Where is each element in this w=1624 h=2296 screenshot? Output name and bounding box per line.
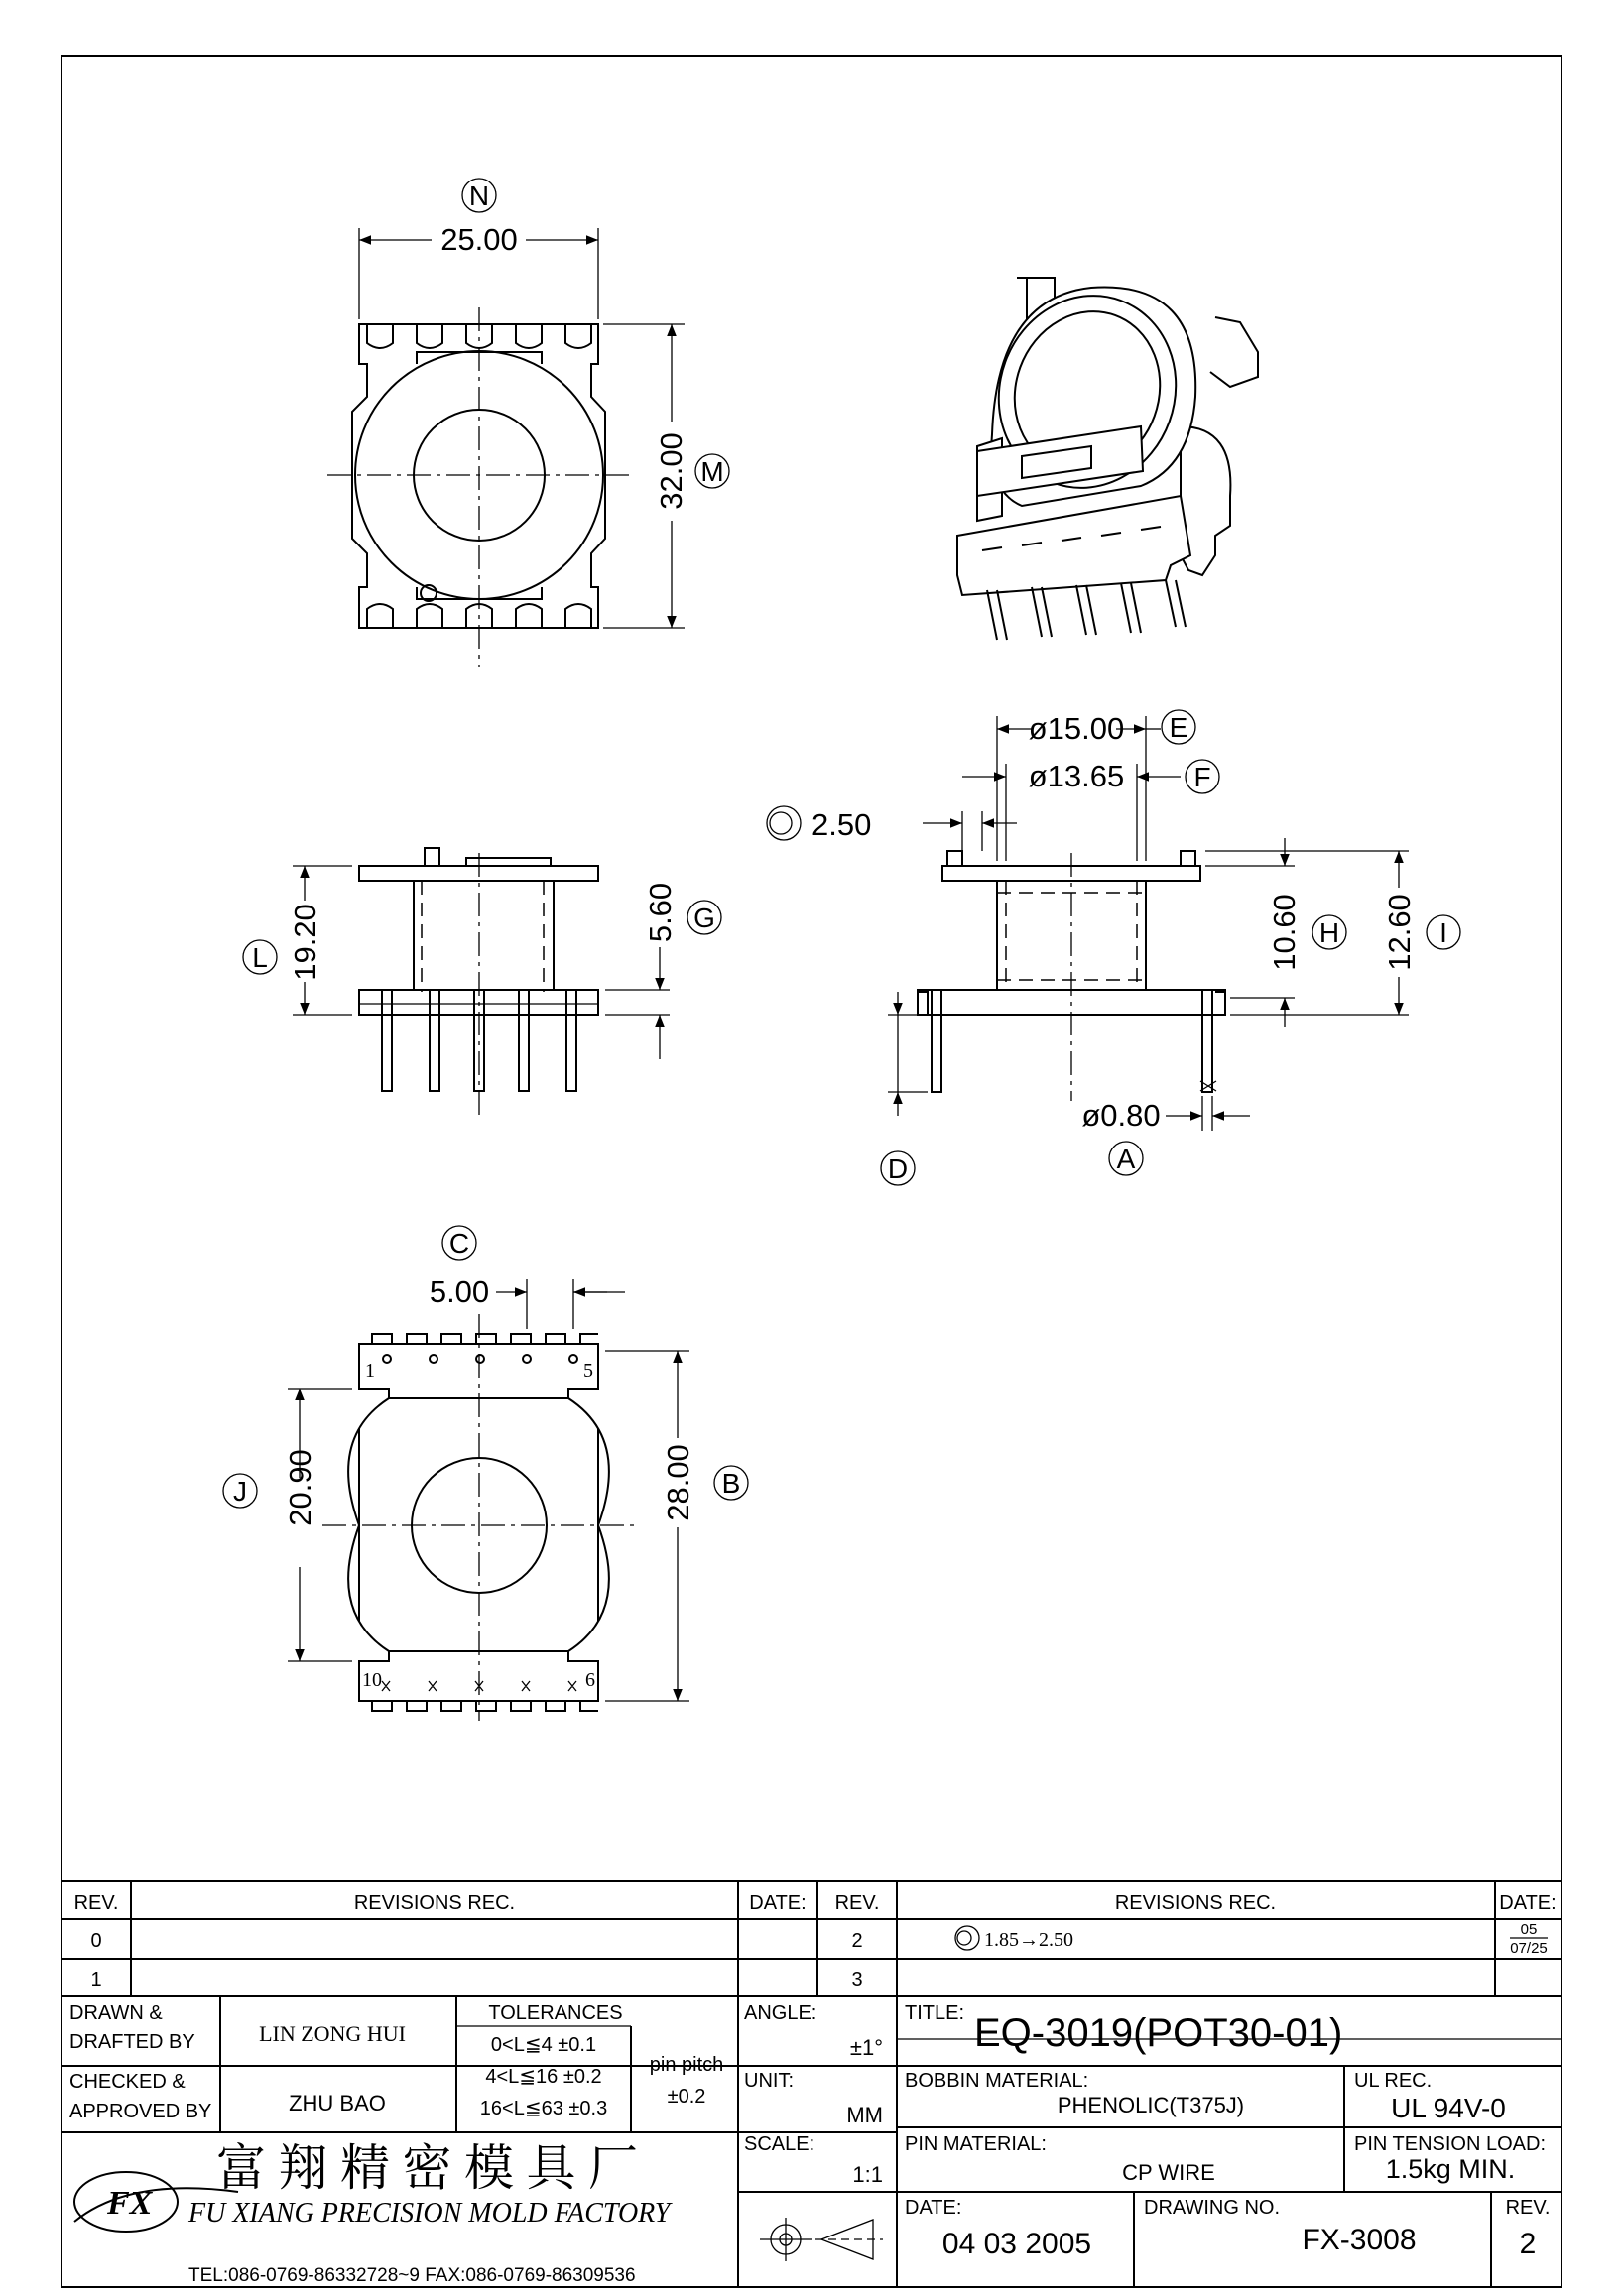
company-name-cn: 富 翔 精 密 模 具 厂 bbox=[216, 2140, 638, 2196]
rev-row-3: 3 bbox=[851, 1969, 863, 1991]
angle-value: ±1° bbox=[849, 2035, 883, 2060]
bottom-width-dim: 20.90 bbox=[283, 1449, 317, 1526]
bobbin-material-value: PHENOLIC(T375J) bbox=[1057, 2093, 1245, 2117]
top-view bbox=[327, 179, 729, 667]
company-name-en: FU XIANG PRECISION MOLD FACTORY bbox=[188, 2198, 671, 2229]
company-contact: TEL:086-0769-86332728~9 FAX:086-0769-86309536 bbox=[188, 2265, 636, 2286]
section-flange-thk: 2.50 bbox=[812, 807, 872, 842]
section-pin-tag: A bbox=[1116, 1144, 1136, 1174]
side-flange-tag: G bbox=[693, 903, 715, 933]
date-value: 04 03 2005 bbox=[941, 2228, 1092, 2260]
rev-row-2: 2 bbox=[851, 1930, 863, 1952]
drawing-title: EQ-3019(POT30-01) bbox=[974, 2011, 1343, 2055]
pin6-label: 6 bbox=[585, 1669, 595, 1691]
sheet-border bbox=[62, 56, 1562, 2287]
pin1-label: 1 bbox=[365, 1360, 375, 1382]
date-col-header-2: DATE: bbox=[1499, 1892, 1557, 1914]
drawn-label-2: DRAFTED BY bbox=[69, 2031, 195, 2053]
tolerance-2: 4<L≦16 ±0.2 bbox=[485, 2066, 602, 2088]
checked-label-2: APPROVED BY bbox=[69, 2101, 212, 2122]
bobbin-material-label: BOBBIN MATERIAL: bbox=[905, 2070, 1089, 2092]
section-total-tag: I bbox=[1439, 917, 1447, 948]
revisions-table bbox=[74, 1892, 1557, 1991]
bottom-height-tag: B bbox=[721, 1468, 741, 1499]
rev-label: REV. bbox=[1505, 2197, 1551, 2219]
section-pin-len-tag: D bbox=[887, 1153, 909, 1184]
date-label: DATE: bbox=[905, 2197, 962, 2219]
section-pin-dia: ø0.80 bbox=[1081, 1098, 1161, 1133]
top-height-tag: M bbox=[700, 456, 724, 487]
isometric-view bbox=[957, 271, 1258, 640]
pin-material-label: PIN MATERIAL: bbox=[905, 2133, 1047, 2155]
top-width-dim: 25.00 bbox=[440, 222, 518, 257]
unit-value: MM bbox=[846, 2103, 883, 2127]
top-height-dim: 32.00 bbox=[654, 432, 688, 510]
drawing-no-value: FX-3008 bbox=[1302, 2224, 1417, 2256]
top-width-tag: N bbox=[468, 181, 490, 211]
revisions-col-header: REVISIONS REC. bbox=[353, 1892, 516, 1914]
svg-text:FX: FX bbox=[107, 2185, 153, 2222]
pin-tension-value: 1.5kg MIN. bbox=[1385, 2154, 1516, 2184]
side-flange-dim: 5.60 bbox=[643, 882, 678, 943]
scale-value: 1:1 bbox=[852, 2162, 883, 2187]
side-overall-tag: L bbox=[252, 942, 268, 973]
side-view bbox=[243, 848, 721, 1121]
bottom-width-tag: J bbox=[233, 1476, 247, 1507]
scale-label: SCALE: bbox=[744, 2133, 815, 2155]
title-block bbox=[69, 2002, 1550, 2286]
pin10-label: 10 bbox=[362, 1669, 382, 1691]
date-col-header: DATE: bbox=[749, 1892, 807, 1914]
pin-material-value: CP WIRE bbox=[1122, 2160, 1215, 2185]
ul-rec-label: UL REC. bbox=[1354, 2070, 1433, 2092]
rev-col-header-2: REV. bbox=[834, 1892, 880, 1914]
section-outer-dia: ø15.00 bbox=[1028, 711, 1125, 746]
section-total-h: 12.60 bbox=[1382, 894, 1417, 971]
checked-label-1: CHECKED & bbox=[69, 2071, 186, 2093]
bottom-view bbox=[223, 1226, 748, 1721]
bottom-pitch-tag: C bbox=[448, 1228, 470, 1259]
pin-pitch-label: pin pitch bbox=[649, 2054, 724, 2076]
tolerance-1: 0<L≦4 ±0.1 bbox=[490, 2034, 597, 2056]
rev2-note: 1.85→2.50 bbox=[984, 1929, 1073, 1951]
tolerances-title: TOLERANCES bbox=[488, 2002, 623, 2024]
ul-rec-value: UL 94V-0 bbox=[1391, 2093, 1506, 2123]
rev-row-1: 1 bbox=[90, 1969, 102, 1991]
rev-row-0: 0 bbox=[90, 1930, 102, 1952]
bottom-pitch-dim: 5.00 bbox=[429, 1274, 490, 1309]
section-inner-dia: ø13.65 bbox=[1028, 759, 1125, 793]
rev2-date-bottom: 07/25 bbox=[1510, 1940, 1548, 1957]
flange-symbol-icon bbox=[955, 1926, 979, 1950]
rev-col-header: REV. bbox=[73, 1892, 119, 1914]
drawn-by: LIN ZONG HUI bbox=[259, 2021, 406, 2046]
unit-label: UNIT: bbox=[744, 2070, 794, 2092]
section-view bbox=[767, 710, 1460, 1185]
section-inner-tag: F bbox=[1193, 762, 1211, 792]
checked-by: ZHU BAO bbox=[289, 2091, 386, 2115]
section-winding-tag: H bbox=[1318, 917, 1340, 948]
section-winding-h: 10.60 bbox=[1267, 894, 1302, 971]
pin-tension-label: PIN TENSION LOAD: bbox=[1354, 2133, 1547, 2155]
rev2-date-top: 05 bbox=[1520, 1921, 1538, 1938]
pin5-label: 5 bbox=[583, 1360, 593, 1382]
angle-label: ANGLE: bbox=[744, 2002, 817, 2024]
rev-value: 2 bbox=[1519, 2228, 1537, 2260]
bottom-height-dim: 28.00 bbox=[661, 1444, 695, 1521]
side-overall-dim: 19.20 bbox=[288, 904, 322, 981]
section-outer-tag: E bbox=[1169, 712, 1188, 743]
title-label: TITLE: bbox=[905, 2002, 965, 2024]
pin-pitch-tol: ±0.2 bbox=[667, 2086, 706, 2108]
drawn-label-1: DRAWN & bbox=[69, 2002, 163, 2024]
drawing-no-label: DRAWING NO. bbox=[1144, 2197, 1281, 2219]
tolerance-3: 16<L≦63 ±0.3 bbox=[479, 2098, 608, 2119]
revisions-col-header-2: REVISIONS REC. bbox=[1114, 1892, 1277, 1914]
